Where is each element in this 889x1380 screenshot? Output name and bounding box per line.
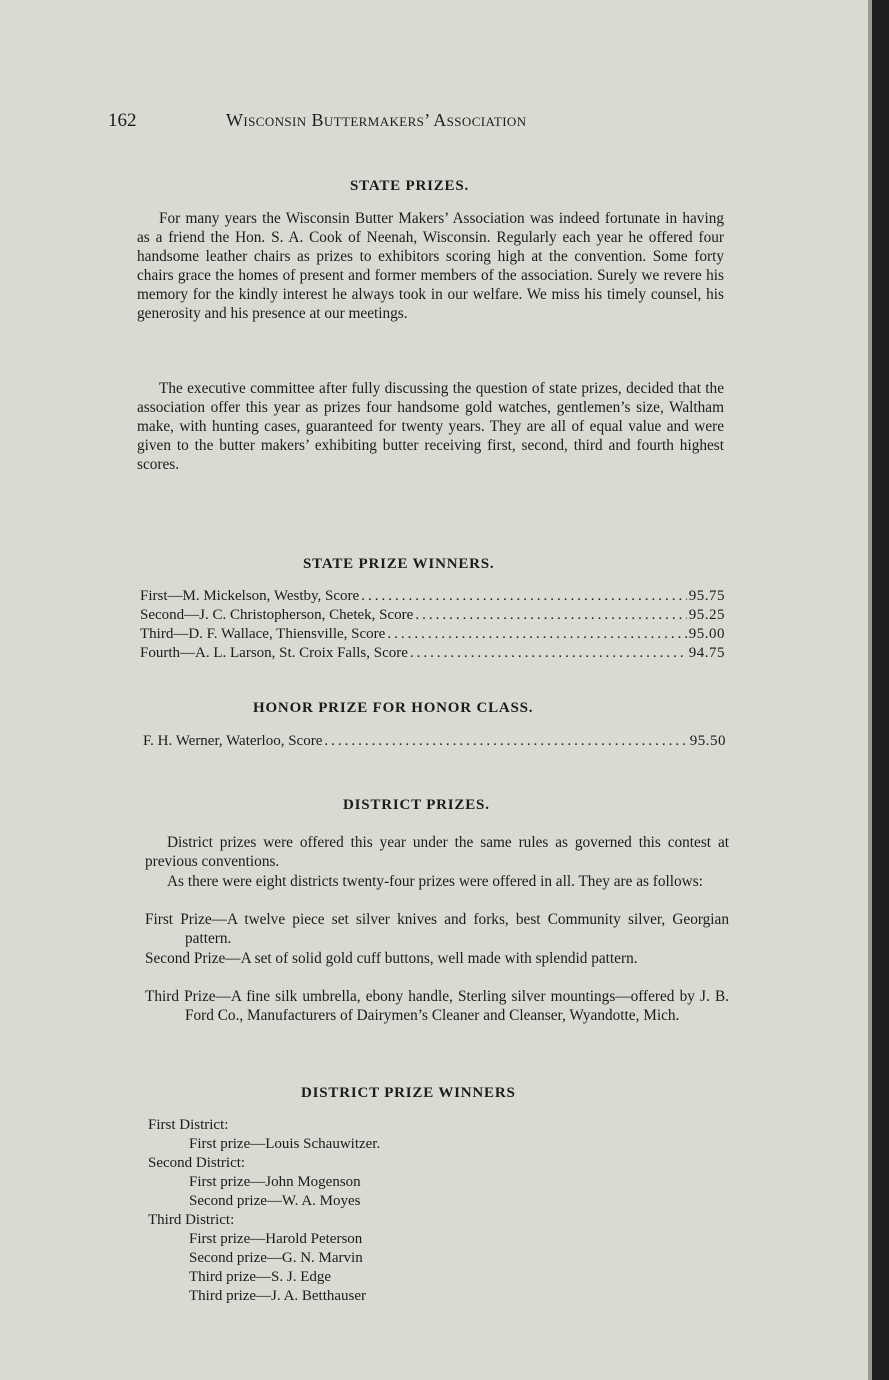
district-prizes-paragraph-2: As there were eight districts twenty-four prizes were offered in all. They are as follows:	[167, 873, 703, 890]
dot-leader	[410, 645, 687, 662]
dot-leader	[324, 733, 687, 750]
state-winner-row	[140, 588, 725, 607]
district-winner: Second prize—W. A. Moyes	[189, 1193, 361, 1209]
district-prizes-heading: DISTRICT PRIZES.	[343, 797, 490, 813]
district-winner: Third prize—J. A. Betthauser	[189, 1288, 367, 1304]
page-number: 162	[108, 110, 137, 131]
state-prizes-paragraph-2: The executive committee after fully discussing the question of state prizes, decided that the association offer this year as prizes four handsome gold watches, gentlemen’s size, Waltham make, with hunting cases, guaranteed for twenty years. They are all of equal value and were given to the butter makers’ exhibiting butter receiving first, second, third and fourth highest scores.	[137, 380, 724, 473]
state-winner-row	[140, 626, 725, 645]
district-prize-item: First Prize—A twelve piece set silver knives and forks, best Community silver, Georgian pattern.	[145, 911, 729, 947]
winner-score: 95.50	[689, 733, 726, 749]
book-binding	[872, 0, 889, 1380]
district-prize-item: Second Prize—A set of solid gold cuff buttons, well made with splendid pattern.	[145, 950, 638, 967]
district-prize-item: Third Prize—A fine silk umbrella, ebony handle, Sterling silver mountings—offered by J. B. Ford Co., Manufacturers of Dairymen’s Cleaner and Cleanser, Wyandotte, Mich.	[145, 988, 729, 1024]
district-winner: First prize—John Mogenson	[189, 1174, 361, 1190]
district-winner: Third prize—S. J. Edge	[189, 1269, 332, 1285]
state-prizes-heading: STATE PRIZES.	[350, 178, 470, 194]
dot-leader	[361, 588, 687, 605]
winner-label: Third—D. F. Wallace, Thiensville, Score	[140, 626, 386, 642]
winner-score: 95.25	[688, 607, 725, 623]
state-prizes-paragraph-1: For many years the Wisconsin Butter Makers’ Association was indeed fortunate in having as a friend the Hon. S. A. Cook of Neenah, Wisconsin. Regularly each year he offered four handsome leather chairs as prizes to exhibitors scoring high at the convention. Some forty chairs grace the homes of present and former members of the association. Surely we revere his memory for the kindly interest he always took in our welfare. We miss his timely counsel, his generosity and his presence at our meetings.	[137, 210, 724, 322]
district-prize-winners-heading: DISTRICT PRIZE WINNERS	[301, 1085, 516, 1101]
honor-prize-heading: HONOR PRIZE FOR HONOR CLASS.	[253, 700, 534, 716]
running-title: Wisconsin Buttermakers’ Association	[226, 110, 527, 130]
state-prize-winners-heading: STATE PRIZE WINNERS.	[303, 556, 495, 572]
district-name: Second District:	[148, 1155, 246, 1171]
district-winner: Second prize—G. N. Marvin	[189, 1250, 363, 1266]
winner-score: 95.00	[688, 626, 725, 642]
winner-label: Second—J. C. Christopherson, Chetek, Score	[140, 607, 414, 623]
state-winner-row	[140, 645, 725, 664]
dot-leader	[387, 626, 686, 643]
state-winner-row	[140, 607, 725, 626]
dot-leader	[415, 607, 686, 624]
district-winner: First prize—Louis Schauwitzer.	[189, 1136, 381, 1152]
district-winner: First prize—Harold Peterson	[189, 1231, 363, 1247]
district-name: First District:	[148, 1117, 229, 1133]
winner-score: 94.75	[688, 645, 725, 661]
winner-score: 95.75	[688, 588, 725, 604]
district-name: Third District:	[148, 1212, 235, 1228]
winner-label: First—M. Mickelson, Westby, Score	[140, 588, 360, 604]
honor-winner-row	[143, 733, 726, 752]
district-prizes-paragraph-1: District prizes were offered this year under the same rules as governed this contest at previous conventions.	[145, 834, 729, 870]
winner-label: Fourth—A. L. Larson, St. Croix Falls, Score	[140, 645, 408, 661]
winner-label: F. H. Werner, Waterloo, Score	[143, 733, 323, 749]
page-header	[108, 110, 648, 134]
